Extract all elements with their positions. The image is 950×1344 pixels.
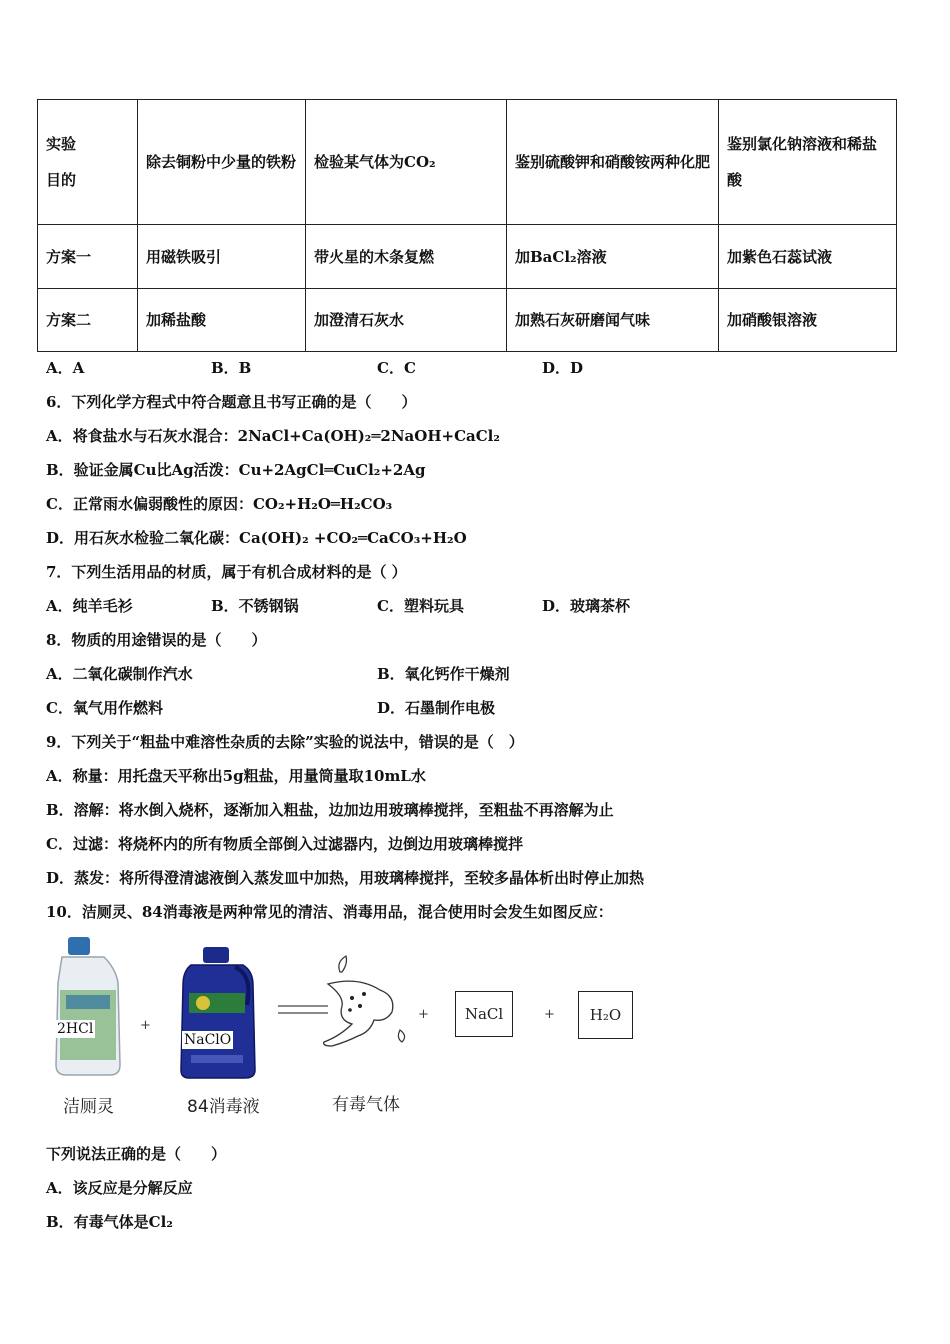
product-nacl-label: NaCl: [464, 1005, 504, 1023]
q9-option-d: D．蒸发：将所得澄清滤液倒入蒸发皿中加热，用玻璃棒搅拌，至较多晶体析出时停止加热: [46, 869, 645, 887]
table-cell: 实验 目的: [38, 100, 138, 225]
table-row: [38, 289, 897, 352]
q7-option-c: C．塑料玩具: [377, 597, 464, 615]
q6-option-c: C．正常雨水偏弱酸性的原因：CO₂+H₂O═H₂CO₃: [46, 495, 393, 513]
q8-option-a: A．二氧化碳制作汽水: [46, 665, 193, 683]
reactant-2-label: NaClO: [184, 1032, 232, 1048]
table-cell: 加澄清石灰水: [306, 289, 507, 352]
plus-sign: +: [544, 1007, 555, 1022]
plus-sign: +: [418, 1007, 429, 1022]
q5-option-c: C．C: [377, 359, 416, 377]
q8-stem: 8．物质的用途错误的是（ ）: [46, 631, 267, 649]
q9-option-b: B．溶解：将水倒入烧杯，逐渐加入粗盐，边加边用玻璃棒搅拌，至粗盐不再溶解为止: [46, 801, 614, 819]
caption-toilet-cleaner: 洁厕灵: [63, 1097, 114, 1117]
q10-sub-stem: 下列说法正确的是（ ）: [46, 1145, 227, 1163]
q9-stem: 9．下列关于“粗盐中难溶性杂质的去除”实验的说法中，错误的是（ ）: [46, 733, 524, 751]
q5-option-a: A．A: [46, 359, 85, 377]
reactant-1-label: 2HCl: [57, 1021, 94, 1037]
table-cell: 除去铜粉中少量的铁粉: [138, 100, 306, 225]
product-nacl-box: [455, 991, 513, 1037]
q10-option-a: A．该反应是分解反应: [46, 1179, 193, 1197]
q6-option-a: A．将食盐水与石灰水混合：2NaCl+Ca(OH)₂═2NaOH+CaCl₂: [46, 427, 500, 445]
q7-option-a: A．纯羊毛衫: [46, 597, 133, 615]
table-row: [38, 225, 897, 289]
table-cell: 检验某气体为CO₂: [306, 100, 507, 225]
q9-option-a: A．称量：用托盘天平称出5g粗盐，用量筒量取10mL水: [46, 767, 426, 785]
q5-option-b: B．B: [211, 359, 252, 377]
table-cell: 加紫色石蕊试液: [719, 225, 897, 289]
q10-stem: 10．洁厕灵、84消毒液是两种常见的清洁、消毒用品，混合使用时会发生如图反应：: [46, 903, 613, 921]
table-cell: 带火星的木条复燃: [306, 225, 507, 289]
q6-option-b: B．验证金属Cu比Ag活泼：Cu+2AgCl═CuCl₂+2Ag: [46, 461, 426, 479]
q7-stem: 7．下列生活用品的材质，属于有机合成材料的是（ ）: [46, 563, 407, 581]
table-cell: 鉴别氯化钠溶液和稀盐酸: [719, 100, 897, 225]
table-cell: 加熟石灰研磨闻气味: [507, 289, 719, 352]
toilet-cleaner-bottle-icon: [48, 935, 128, 1080]
table-cell: 方案二: [38, 289, 138, 352]
disinfectant-bottle-icon: [173, 945, 263, 1080]
caption-disinfectant: 84消毒液: [187, 1097, 260, 1117]
product-water-label: H₂O: [589, 1006, 622, 1024]
q5-option-d: D．D: [542, 359, 584, 377]
table-cell: 加硝酸银溶液: [719, 289, 897, 352]
table-cell: 用磁铁吸引: [138, 225, 306, 289]
table-cell: 加稀盐酸: [138, 289, 306, 352]
table-cell: 加BaCl₂溶液: [507, 225, 719, 289]
q6-stem: 6．下列化学方程式中符合题意且书写正确的是（ ）: [46, 393, 417, 411]
table-cell: 鉴别硫酸钾和硝酸铵两种化肥: [507, 100, 719, 225]
q9-option-c: C．过滤：将烧杯内的所有物质全部倒入过滤器内，边倒边用玻璃棒搅拌: [46, 835, 523, 853]
table-row: [38, 100, 897, 225]
q8-option-c: C．氧气用作燃料: [46, 699, 163, 717]
caption-toxic-gas: 有毒气体: [332, 1095, 400, 1115]
product-water-box: [578, 991, 633, 1039]
plus-sign: +: [140, 1018, 151, 1033]
toxic-gas-icon: [318, 950, 418, 1065]
q6-option-d: D．用石灰水检验二氧化碳：Ca(OH)₂ +CO₂═CaCO₃+H₂O: [46, 529, 467, 547]
reaction-figure: [40, 930, 660, 1120]
q8-option-d: D．石墨制作电极: [377, 699, 496, 717]
table-cell: 方案一: [38, 225, 138, 289]
experiment-table: [37, 99, 897, 352]
q8-option-b: B．氧化钙作干燥剂: [377, 665, 510, 683]
q7-option-d: D．玻璃茶杯: [542, 597, 631, 615]
q10-option-b: B．有毒气体是Cl₂: [46, 1213, 173, 1231]
q7-option-b: B．不锈钢锅: [211, 597, 299, 615]
